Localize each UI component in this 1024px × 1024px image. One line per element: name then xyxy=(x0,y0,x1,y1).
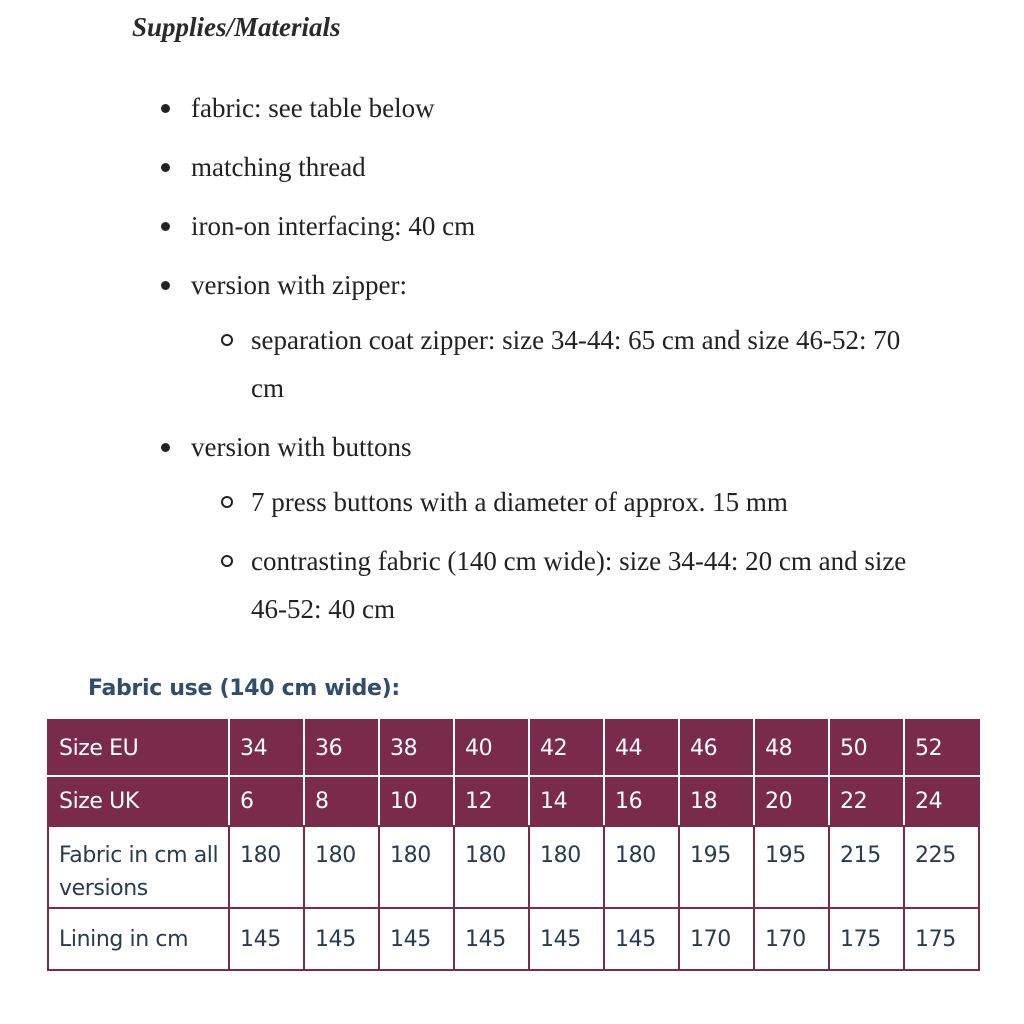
table-cell: 145 xyxy=(304,908,379,970)
table-cell: 8 xyxy=(304,776,379,826)
list-item xyxy=(160,84,960,132)
table-cell: 145 xyxy=(529,908,604,970)
sub-list-item xyxy=(191,316,911,412)
table-cell: 180 xyxy=(454,826,529,908)
table-cell: 195 xyxy=(679,826,754,908)
table-cell: 36 xyxy=(304,720,379,776)
table-cell: 52 xyxy=(904,720,979,776)
table-cell: 180 xyxy=(304,826,379,908)
list-item-text: matching thread xyxy=(191,152,366,182)
table-cell: 145 xyxy=(379,908,454,970)
list-item xyxy=(160,423,960,633)
bullet-icon xyxy=(161,443,170,452)
table-cell: 180 xyxy=(529,826,604,908)
bullet-icon xyxy=(161,104,170,113)
size-eu-row xyxy=(48,720,979,776)
lining-row xyxy=(48,908,979,970)
sub-list xyxy=(191,316,960,412)
table-cell: 16 xyxy=(604,776,679,826)
table-cell: 145 xyxy=(454,908,529,970)
table-cell: 175 xyxy=(904,908,979,970)
table-cell: 38 xyxy=(379,720,454,776)
table-cell: 195 xyxy=(754,826,829,908)
table-cell: 46 xyxy=(679,720,754,776)
table-cell: 175 xyxy=(829,908,904,970)
table-cell: 6 xyxy=(229,776,304,826)
table-cell: 42 xyxy=(529,720,604,776)
list-item-text: version with zipper: xyxy=(191,270,407,300)
table-cell: 44 xyxy=(604,720,679,776)
fabric-row xyxy=(48,826,979,908)
table-cell: 40 xyxy=(454,720,529,776)
table-cell: 50 xyxy=(829,720,904,776)
table-cell: 10 xyxy=(379,776,454,826)
row-label: Size EU xyxy=(48,720,229,776)
list-item-text: iron-on interfacing: 40 cm xyxy=(191,211,476,241)
list-item-text: version with buttons xyxy=(191,432,412,462)
sub-list-item-text: contrasting fabric (140 cm wide): size 34-44: 20 cm and size 46-52: 40 cm xyxy=(251,546,907,624)
sub-list-item xyxy=(191,478,911,526)
table-title: Fabric use (140 cm wide): xyxy=(88,676,400,701)
list-item-text: fabric: see table below xyxy=(191,93,435,123)
sub-list-item-text: separation coat zipper: size 34-44: 65 cm and size 46-52: 70 cm xyxy=(251,325,901,403)
size-uk-row xyxy=(48,776,979,826)
table-cell: 48 xyxy=(754,720,829,776)
table-cell: 12 xyxy=(454,776,529,826)
list-item xyxy=(160,143,960,191)
table-cell: 215 xyxy=(829,826,904,908)
table-cell: 180 xyxy=(229,826,304,908)
list-item xyxy=(160,261,960,412)
fabric-use-table xyxy=(47,719,980,971)
bullet-icon xyxy=(161,163,170,172)
supplies-list xyxy=(160,84,960,644)
bullet-icon xyxy=(161,222,170,231)
table-cell: 24 xyxy=(904,776,979,826)
table-cell: 170 xyxy=(679,908,754,970)
table-cell: 180 xyxy=(379,826,454,908)
circle-bullet-icon xyxy=(221,555,233,567)
row-label: Size UK xyxy=(48,776,229,826)
circle-bullet-icon xyxy=(221,496,233,508)
table-cell: 145 xyxy=(229,908,304,970)
table-cell: 22 xyxy=(829,776,904,826)
table-cell: 20 xyxy=(754,776,829,826)
table-cell: 14 xyxy=(529,776,604,826)
table-cell: 145 xyxy=(604,908,679,970)
list-item xyxy=(160,202,960,250)
sub-list-item xyxy=(191,537,911,633)
table-cell: 170 xyxy=(754,908,829,970)
table-cell: 18 xyxy=(679,776,754,826)
section-heading: Supplies/Materials xyxy=(132,12,341,42)
sub-list-item-text: 7 press buttons with a diameter of approx. 15 mm xyxy=(251,487,788,517)
table-cell: 34 xyxy=(229,720,304,776)
table-cell: 225 xyxy=(904,826,979,908)
sub-list xyxy=(191,478,960,633)
circle-bullet-icon xyxy=(221,334,233,346)
row-label: Fabric in cm all versions xyxy=(48,826,229,908)
row-label: Lining in cm xyxy=(48,908,229,970)
bullet-icon xyxy=(161,281,170,290)
table-cell: 180 xyxy=(604,826,679,908)
